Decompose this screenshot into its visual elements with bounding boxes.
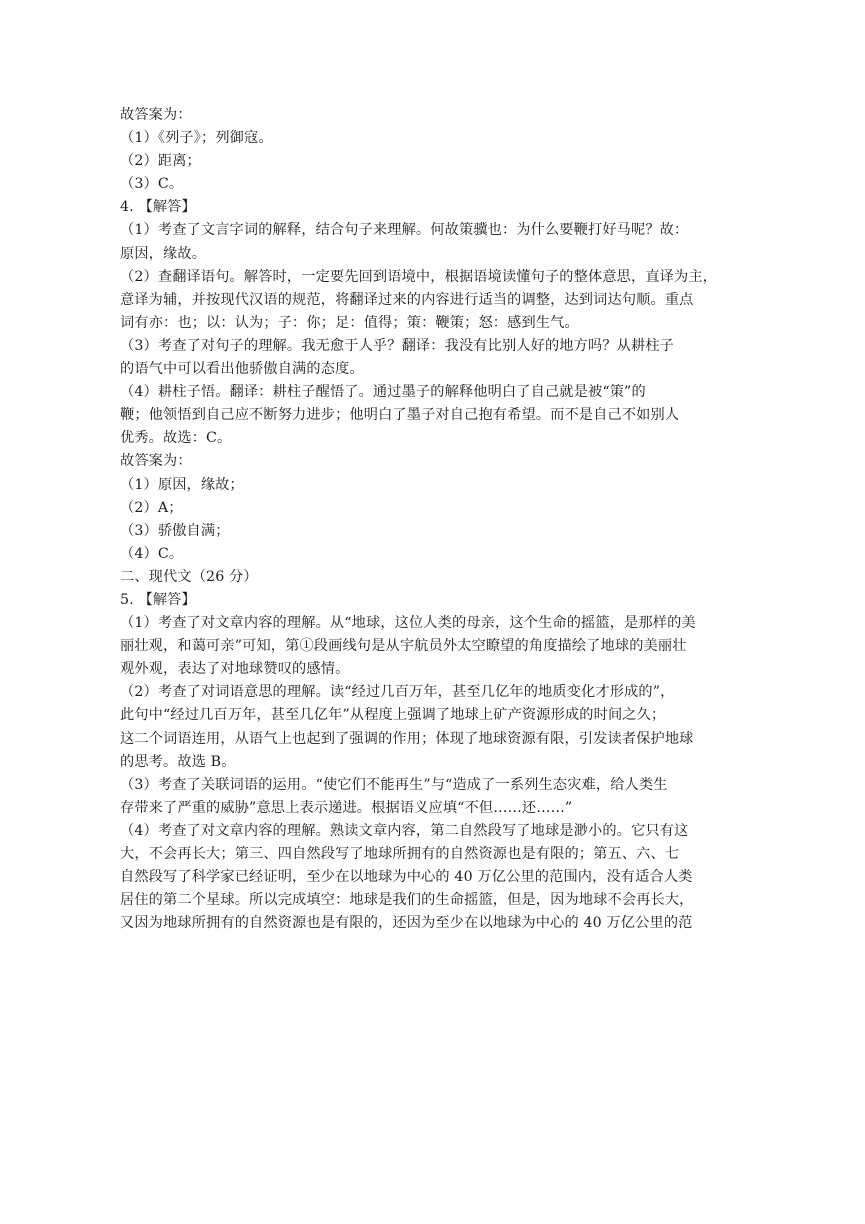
text-line: （2）查翻译语句。解答时，一定要先回到语境中，根据语境读懂句子的整体意思，直译为主， — [120, 268, 718, 285]
text-line: 鞭；他领悟到自己应不断努力进步；他明白了墨子对自己抱有希望。而不是自己不如别人 — [120, 407, 680, 424]
text-line: 优秀。故选：C。 — [120, 430, 232, 447]
text-line: （2）距离； — [120, 153, 201, 170]
text-line: 大，不会再长大；第三、四自然段写了地球所拥有的自然资源也是有限的；第五、六、七 — [120, 846, 680, 862]
text-line: （3）考查了对句子的理解。我无愈于人乎？翻译：我没有比别人好的地方吗？从耕柱子 — [120, 337, 675, 354]
text-line: 词有亦：也；以：认为；子：你；足：值得；策：鞭策；怒：感到生气。 — [120, 314, 579, 331]
text-line: 存带来了严重的威胁”意思上表示递进。根据语义应填“不但……还……” — [120, 799, 573, 816]
text-line: （3）考查了关联词语的运用。“使它们不能再生”与“造成了一系列生态灾难，给人类生 — [120, 776, 668, 793]
text-line: （1）考查了文言字词的解释，结合句子来理解。何故策骥也：为什么要鞭打好马呢？故： — [120, 222, 689, 239]
text-line: （4）考查了对文章内容的理解。熟读文章内容，第二自然段写了地球是渺小的。它只有这 — [120, 822, 689, 839]
text-line: （1）原因，缘故； — [120, 476, 244, 493]
text-line: （2）考查了对词语意思的理解。读“经过几百万年，甚至几亿年的地质变化才形成的”， — [120, 684, 675, 701]
answer-text-body — [120, 104, 745, 935]
section-heading: 5. 【解答】 — [120, 591, 196, 608]
text-line: 意译为辅，并按现代汉语的规范，将翻译过来的内容进行适当的调整，达到词达句顺。重点 — [120, 291, 694, 308]
text-line: 故答案为： — [120, 107, 192, 123]
text-line: 自然段写了科学家已经证明，至少在以地球为中心的 40 万亿公里的范围内，没有适合人类 — [120, 869, 693, 886]
text-line: 的语气中可以看出他骄傲自满的态度。 — [120, 361, 364, 378]
text-line: （4）C。 — [120, 545, 184, 562]
text-line: 此句中“经过几百万年，甚至几亿年”从程度上强调了地球上矿产资源形成的时间之久； — [120, 707, 666, 724]
text-line: 的思考。故选 B。 — [120, 753, 236, 770]
text-line: （2）A； — [120, 499, 183, 516]
text-line: （3）C。 — [120, 176, 184, 193]
text-line: 居住的第二个星球。所以完成填空：地球是我们的生命摇篮，但是，因为地球不会再长大， — [120, 892, 694, 909]
text-line: （3）骄傲自满； — [120, 522, 230, 539]
text-line: 原因，缘故。 — [120, 245, 207, 262]
text-line: 这二个词语连用，从语气上也起到了强调的作用；体现了地球资源有限，引发读者保护地球 — [120, 730, 694, 747]
text-line: 故答案为： — [120, 453, 192, 470]
text-line: 又因为地球所拥有的自然资源也是有限的，还因为至少在以地球为中心的 40 万亿公里的范 — [120, 915, 693, 932]
text-line: （1）《列子》；列御寇。 — [120, 130, 273, 147]
text-line: （1）考查了对文章内容的理解。从“地球，这位人类的母亲，这个生命的摇篮，是那样的美 — [120, 615, 696, 632]
text-line: （4）耕柱子悟。翻译：耕柱子醒悟了。通过墨子的解释他明白了自己就是被“策”的 — [120, 384, 646, 401]
section-heading: 二、现代文（26 分） — [120, 568, 258, 585]
section-heading: 4. 【解答】 — [120, 199, 196, 216]
text-line: 观外观，表达了对地球赞叹的感情。 — [120, 661, 350, 678]
text-line: 丽壮观，和蔼可亲”可知，第①段画线句是从宇航员外太空瞭望的角度描绘了地球的美丽壮 — [120, 638, 687, 655]
